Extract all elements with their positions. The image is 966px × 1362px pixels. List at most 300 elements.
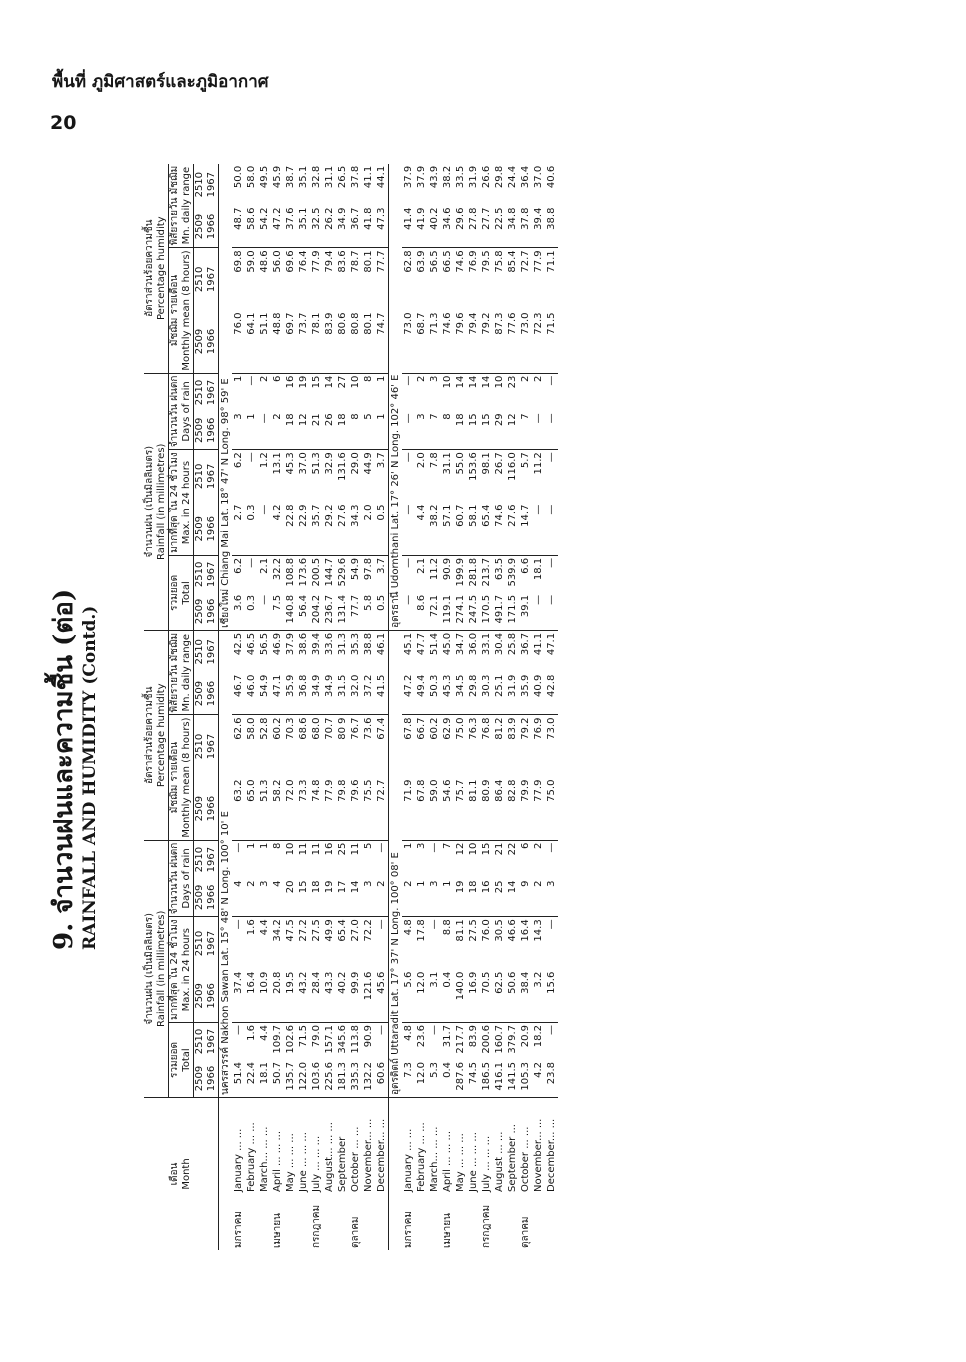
year-cell: 2510 1967 [194,248,219,311]
value-cell: 8 [271,842,283,850]
value-cell: 74.6 [454,250,466,273]
value-cell: 73.7 [297,310,310,373]
value-cell: 37.0 [297,452,309,475]
value-cell: 37.8 [519,206,532,248]
value-cell: 10 [493,375,505,389]
value-cell: 46.5 [245,632,257,656]
humid-group-header-right: อัตราส่วนร้อยความชื้น Percentage humidity [144,164,169,373]
value-cell: 46.6 [506,919,518,942]
value-cell: 71.5 [545,310,558,373]
value-cell: 217.7 [454,1025,466,1054]
value-cell: 26 [323,411,336,449]
value-cell: 80.1 [362,310,375,373]
month-thai [506,1194,519,1250]
value-cell: 7 [441,842,453,850]
value-cell: 31.3 [336,632,348,656]
value-cell: 56.4 [297,593,310,631]
station-label-left: นครสวรรค์ Nakhon Sawan Lat. 15° 48' N Long. 100° 10' E [219,630,233,1097]
month-english: June ... ... ... [467,1132,479,1192]
value-cell: 38.8 [362,632,374,656]
value-cell: 28.4 [310,970,323,1023]
value-cell: 47.3 [375,206,389,248]
value-cell: 35.9 [519,673,532,715]
rotated-table-area [48,110,948,1250]
value-cell: 31.5 [336,673,349,715]
value-cell: 37.2 [362,673,375,715]
value-cell: 63.2 [232,778,245,841]
value-cell: 7 [519,411,532,449]
month-header: เดือน Month [169,1158,192,1190]
value-cell: 2 [532,879,545,917]
month-thai [428,1194,441,1250]
value-cell: 135.7 [284,1060,297,1098]
value-cell: 27.7 [480,206,493,248]
value-cell: 5.3 [428,1060,441,1098]
value-cell: 34.9 [310,673,323,715]
value-cell: 1 [441,879,454,917]
value-cell: 3 [415,842,427,850]
month-english: September ... [506,1124,518,1192]
value-cell: 37.8 [349,165,361,189]
value-cell: 49.4 [415,673,428,715]
value-cell: 17 [336,879,349,917]
year-cell: 2510 1967 [194,164,219,206]
table-row [519,164,532,1250]
value-cell: 58.6 [245,206,258,248]
value-cell: 54.9 [349,557,361,581]
value-cell: 113.8 [349,1025,361,1054]
month-thai: ตุลาคม [519,1216,531,1248]
year-cell: 2509 1966 [194,970,219,1023]
value-cell: 4.2 [271,503,284,556]
value-cell: 173.6 [297,557,309,587]
table-row [310,164,323,1250]
value-cell: 15 [480,411,493,449]
value-cell: 29 [493,411,506,449]
year-cell: 2510 1967 [194,715,219,778]
value-cell: — [532,503,545,556]
value-cell: 4.4 [415,503,428,556]
value-cell: 529.6 [336,557,348,587]
max24-header: มากที่สุด ใน 24 ชั่วโมง Max. in 24 hours [169,917,194,1023]
value-cell: 2 [375,879,389,917]
value-cell: 67.8 [415,778,428,841]
value-cell: 213.7 [480,557,492,587]
value-cell: 13.1 [271,452,283,475]
value-cell: 12 [454,842,466,856]
value-cell: 25 [493,879,506,917]
value-cell: 72.7 [519,250,531,273]
value-cell: 76.0 [480,919,492,942]
value-cell: 27.5 [310,919,322,942]
month-thai [454,1194,467,1250]
value-cell: 74.6 [441,310,454,373]
value-cell: — [232,919,244,930]
rain-group-header-right: จำนวนฝน (เป็นมิลลิเมตร) Rainfall (in millimetres) [144,373,169,630]
value-cell: 10.9 [258,970,271,1023]
value-cell: 3.1 [428,970,441,1023]
value-cell: 35.1 [297,165,309,189]
value-cell: 71.3 [428,310,441,373]
value-cell: 5 [362,411,375,449]
value-cell: — [428,842,440,853]
value-cell: 76.3 [467,717,479,740]
value-cell: 225.6 [323,1060,336,1098]
value-cell: 1.6 [245,1025,257,1041]
value-cell: 27.5 [467,919,479,942]
value-cell: 2 [402,879,415,917]
value-cell: 80.8 [349,310,362,373]
value-cell: 31.7 [441,1025,453,1048]
value-cell: 77.9 [532,778,545,841]
value-cell: 26.7 [493,452,505,475]
value-cell: 1 [258,842,270,850]
year-cell: 2510 1967 [194,373,219,411]
value-cell: 79.2 [519,717,531,740]
value-cell: 79.9 [519,778,532,841]
value-cell: 247.5 [467,593,480,631]
value-cell: 35.9 [284,673,297,715]
table-row [415,164,428,1250]
value-cell: 74.6 [493,503,506,556]
table-row [545,164,558,1250]
value-cell: 41.8 [362,206,375,248]
value-cell: 2.1 [415,557,427,574]
month-english: November... ... [362,1118,374,1192]
year-cell: 2510 1967 [194,1023,219,1061]
value-cell: 1 [245,411,258,449]
table-row [454,164,467,1250]
value-cell: 103.6 [310,1060,323,1098]
value-cell: 4 [232,879,245,917]
value-cell: 77.9 [323,778,336,841]
value-cell: 51.3 [258,778,271,841]
value-cell: 19 [454,879,467,917]
days-header: จำนวนวัน ฝนตก Days of rain [169,840,194,917]
value-cell: 102.6 [284,1025,296,1054]
value-cell: 46.9 [271,632,283,656]
value-cell: 70.3 [284,717,296,740]
value-cell: 50.7 [271,1060,284,1098]
value-cell: 15 [297,879,310,917]
value-cell: 38.2 [441,165,453,189]
value-cell: 0.5 [375,593,389,631]
value-cell: 18 [336,411,349,449]
value-cell: 83.9 [323,310,336,373]
value-cell: 72.3 [532,310,545,373]
value-cell: 36.0 [467,632,479,656]
year-cell: 2509 1966 [194,411,219,449]
value-cell: 76.4 [297,250,309,273]
value-cell: 37.9 [284,632,296,656]
range-header: พิสัยรายวัน มัชฌิม Mn. daily range [169,630,194,715]
value-cell: 6 [271,375,283,382]
value-cell: 12.0 [415,1060,428,1098]
value-cell: 132.2 [362,1060,375,1098]
value-cell: 67.8 [402,717,414,740]
value-cell: 76.8 [480,717,492,740]
value-cell: — [545,375,557,386]
value-cell: 23.8 [545,1060,558,1098]
value-cell: 108.8 [284,557,296,587]
value-cell: 3.6 [232,593,245,631]
value-cell: 38.4 [519,970,532,1023]
value-cell: 59.0 [245,250,257,273]
value-cell: 87.3 [493,310,506,373]
value-cell: 2 [258,375,270,382]
value-cell: 73.0 [402,310,415,373]
month-english: October ... ... [349,1126,361,1192]
value-cell: 2 [532,842,544,850]
value-cell: 7 [428,411,441,449]
value-cell: 58.1 [467,503,480,556]
value-cell: 67.4 [375,717,387,740]
value-cell: 3 [362,879,375,917]
value-cell: 39.4 [532,206,545,248]
value-cell: 29.8 [467,673,480,715]
value-cell: 78.1 [310,310,323,373]
value-cell: 6.6 [519,557,531,574]
value-cell: 1.6 [245,919,257,936]
value-cell: — [245,375,257,386]
value-cell: — [545,593,558,631]
value-cell: 58.2 [271,778,284,841]
value-cell: 39.1 [519,593,532,631]
value-cell: 36.8 [297,673,310,715]
value-cell: 98.1 [480,452,492,475]
value-cell: 29.2 [323,503,336,556]
value-cell: 90.9 [362,1025,374,1048]
value-cell: 72.1 [428,593,441,631]
month-thai: ตุลาคม [349,1216,361,1248]
year-cell: 2510 1967 [194,630,219,672]
value-cell: 8.6 [415,593,428,631]
value-cell: 63.9 [415,250,427,273]
month-thai: กรกฎาคม [480,1204,492,1248]
value-cell: 140.8 [284,593,297,631]
value-cell: 7.5 [271,593,284,631]
value-cell: 30.3 [480,673,493,715]
value-cell: 48.8 [271,310,284,373]
value-cell: 1 [415,879,428,917]
value-cell: 80.6 [336,310,349,373]
value-cell: 71.9 [402,778,415,841]
value-cell: 32.2 [271,557,283,581]
value-cell: 35.7 [310,503,323,556]
value-cell: 54.2 [258,206,271,248]
month-english: April ... ... ... [271,1130,283,1192]
value-cell: 75.5 [362,778,375,841]
value-cell: 31.1 [323,165,335,189]
value-cell: 27.0 [349,919,361,942]
value-cell: 51.4 [428,632,440,656]
value-cell: 1 [232,375,244,382]
month-english: August... ... ... [323,1122,335,1192]
page-header: พื้นที่ ภูมิศาสตร์และภูมิอากาศ [52,72,269,92]
station-label-right: อุดรธานี Udornthani Lat. 17° 26' N Long. 102° 46' E [389,164,403,631]
value-cell: 79.2 [480,310,493,373]
value-cell: 4.2 [532,1060,545,1098]
table-row [245,164,258,1250]
value-cell: 141.5 [506,1060,519,1098]
value-cell: — [258,503,271,556]
value-cell: 77.9 [532,250,544,273]
value-cell: 59.0 [428,778,441,841]
value-cell: 79.0 [310,1025,322,1048]
station-row [219,164,233,1250]
value-cell: — [428,1025,440,1035]
value-cell: 181.3 [336,1060,349,1098]
value-cell: — [232,1025,244,1035]
year-cell: 2510 1967 [194,555,219,593]
value-cell: 71.1 [545,250,557,273]
year-cell: 2510 1967 [194,917,219,970]
value-cell: 75.7 [454,778,467,841]
value-cell: 119.1 [441,593,454,631]
value-cell: 3.2 [532,970,545,1023]
year-cell: 2509 1966 [194,593,219,631]
month-thai [467,1194,480,1250]
value-cell: 21 [493,842,505,856]
value-cell: 38.6 [297,632,309,656]
year-cell: 2509 1966 [194,879,219,917]
value-cell: 3 [428,375,440,382]
value-cell: 379.7 [506,1025,518,1054]
value-cell: 35.1 [297,206,310,248]
value-cell: 14 [467,375,479,389]
value-cell: 72.7 [375,778,389,841]
station-label-left: อุตรดิตถ์ Uttaradit Lat. 17° 37' N Long. 100° 08' E [389,630,403,1097]
month-thai [284,1194,297,1250]
value-cell: 43.3 [323,970,336,1023]
value-cell: 36.7 [349,206,362,248]
title-english: RAINFALL AND HUMIDITY (Contd.) [80,605,100,950]
month-thai [258,1194,271,1250]
value-cell: 157.1 [323,1025,335,1054]
value-cell: 63.5 [493,557,505,581]
month-thai: มกราคม [402,1211,414,1248]
value-cell: — [402,593,415,631]
value-cell: 83.9 [506,717,518,740]
value-cell: 5 [362,842,374,850]
value-cell: 65.0 [245,778,258,841]
year-header-row [194,164,219,1250]
value-cell: 105.3 [519,1060,532,1098]
value-cell: 8 [349,411,362,449]
value-cell: 74.5 [467,1060,480,1098]
max24-header: มากที่สุด ใน 24 ชั่วโมง Max. in 24 hours [169,450,194,556]
table-row [428,164,441,1250]
value-cell: 48.7 [232,206,245,248]
value-cell: 82.8 [506,778,519,841]
value-cell: 0.4 [441,970,454,1023]
month-english: March... ... ... [428,1126,440,1192]
value-cell: 2.0 [415,452,427,469]
value-cell: 204.2 [310,593,323,631]
month-thai [375,1194,389,1250]
table-row [362,164,375,1250]
value-cell: 14 [454,375,466,389]
value-cell: 27.2 [297,919,309,942]
value-cell: 3 [415,411,428,449]
value-cell: 15 [480,842,492,856]
value-cell: — [545,842,557,853]
value-cell: 47.2 [402,673,415,715]
value-cell: 49.9 [323,919,335,942]
value-cell: 41.1 [532,632,544,656]
value-cell: 45.3 [441,673,454,715]
value-cell: 42.5 [232,632,244,656]
value-cell: 48.6 [258,250,270,273]
value-cell: 31.9 [506,673,519,715]
table-row [532,164,545,1250]
value-cell: 80.9 [480,778,493,841]
value-cell: 79.8 [336,778,349,841]
value-cell: 45.1 [402,632,414,656]
value-cell: 37.0 [532,165,544,189]
month-thai [336,1194,349,1250]
value-cell: 37.9 [402,165,414,189]
year-cell: 2509 1966 [194,503,219,556]
value-cell: 44.9 [362,452,374,475]
value-cell: 15 [467,411,480,449]
value-cell: 56.5 [258,632,270,656]
month-english: January ... ... [402,1128,414,1192]
table-row [506,164,519,1250]
value-cell: 5.7 [519,452,531,469]
value-cell: 86.4 [493,778,506,841]
total-header: รวมยอด Total [169,555,194,630]
value-cell: 73.6 [362,717,374,740]
value-cell: — [402,411,415,449]
value-cell: 10 [284,842,296,856]
value-cell: 16.9 [467,970,480,1023]
value-cell: 4 [271,879,284,917]
value-cell: 34.7 [454,632,466,656]
value-cell: 66.5 [441,250,453,273]
value-cell: — [375,919,387,930]
table-row [375,164,389,1250]
value-cell: 1 [375,375,387,382]
value-cell: 40.2 [428,206,441,248]
value-cell: 34.8 [506,206,519,248]
value-cell: 73.0 [545,717,557,740]
value-cell: 6 [519,842,531,850]
table-row [467,164,480,1250]
value-cell: 16 [284,375,296,389]
value-cell: 60.7 [454,503,467,556]
value-cell: — [545,411,558,449]
value-cell: 0.4 [441,1060,454,1098]
value-cell: 62.9 [441,717,453,740]
value-cell: 60.2 [271,717,283,740]
value-cell: 72.0 [284,778,297,841]
value-cell: 5.8 [362,593,375,631]
value-cell: 41.9 [415,206,428,248]
value-cell: 34.6 [441,206,454,248]
value-cell: 345.6 [336,1025,348,1054]
value-cell: 75.0 [454,717,466,740]
value-cell: — [232,842,244,853]
value-cell: 335.3 [349,1060,362,1098]
value-cell: 51.3 [310,452,322,475]
value-cell: 39.4 [310,632,322,656]
value-cell: 60.2 [428,717,440,740]
value-cell: 11.2 [532,452,544,475]
value-cell: 14.7 [519,503,532,556]
table-row [323,164,336,1250]
value-cell: 32.5 [310,206,323,248]
